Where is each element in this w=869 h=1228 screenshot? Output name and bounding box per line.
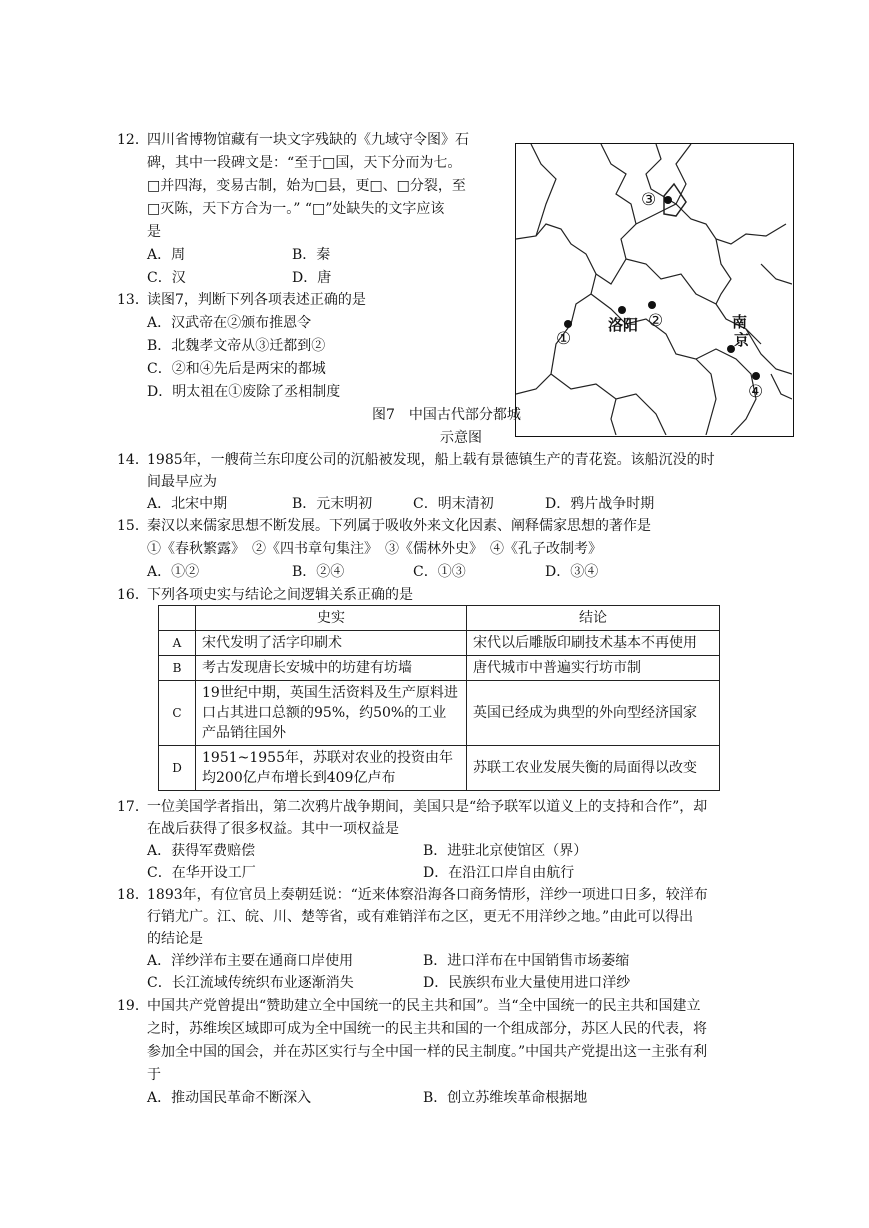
question-text-line: 1985年，一艘荷兰东印度公司的沉船被发现，船上载有景德镇生产的青花瓷。该船沉没的时	[147, 452, 715, 468]
question-text-line: □灭陈，天下方合为一。” “□”处缺失的文字应该	[147, 201, 445, 217]
row-conclusion: 唐代城市中普遍实行坊市制	[467, 656, 720, 681]
option-a[interactable]: A．推动国民革命不断深入	[147, 1090, 312, 1106]
map-label-jing: 京	[734, 331, 750, 349]
option-d[interactable]: D．鸦片战争时期	[545, 496, 655, 512]
question-text-line: 在战后获得了很多权益。其中一项权益是	[147, 821, 399, 837]
question-text-line: 1893年，有位官员上奏朝廷说：“近来体察沿海各口商务情形，洋纱一项进口日多，较洋布	[147, 887, 708, 903]
option-b[interactable]: B．创立苏维埃革命根据地	[423, 1090, 588, 1106]
figure-caption: 图7 中国古代部分都城	[372, 407, 521, 423]
question-text-line: 行销尤广。江、皖、川、楚等省，或有难销洋布之区，更无不用洋纱之地。”由此可以得出	[147, 909, 694, 925]
fact-conclusion-table	[158, 605, 720, 791]
map-drawing	[516, 144, 792, 435]
option-a[interactable]: A．汉武帝在②颁布推恩令	[147, 315, 312, 331]
question-number: 17．	[117, 799, 149, 815]
city-marker-3	[664, 196, 672, 204]
option-b[interactable]: B．进驻北京使馆区（界）	[423, 843, 588, 859]
option-b[interactable]: B．②④	[292, 564, 345, 580]
row-key: D	[159, 746, 196, 791]
map-label-2: ②	[648, 311, 664, 331]
table-row[interactable]	[159, 656, 720, 681]
row-conclusion: 英国已经成为典型的外向型经济国家	[467, 681, 720, 746]
question-text-line: 参加全中国的国会，并在苏区实行与全中国一样的民主制度。”中国共产党提出这一主张有利	[147, 1044, 708, 1060]
question-text-line: 于	[147, 1067, 161, 1083]
option-b[interactable]: B．元末明初	[292, 496, 373, 512]
question-text-line: 的结论是	[147, 931, 203, 947]
question-number: 14．	[117, 452, 149, 468]
city-marker-4	[752, 372, 760, 380]
question-text-line: 之时，苏维埃区域即可成为全中国统一的民主共和国的一个组成部分，苏区人民的代表，将	[147, 1021, 707, 1037]
city-marker-2	[648, 301, 656, 309]
question-items: ①《春秋繁露》 ②《四书章句集注》 ③《儒林外史》 ④《孔子改制考》	[147, 541, 602, 557]
option-c[interactable]: C．①③	[413, 564, 466, 580]
capital-map-figure	[515, 143, 794, 437]
question-text-line: 四川省博物馆藏有一块文字残缺的《九域守令图》石	[147, 132, 469, 148]
table-header-conclusion: 结论	[467, 606, 720, 631]
question-number: 18．	[117, 887, 149, 903]
option-c[interactable]: C．汉	[147, 270, 186, 286]
question-text-line: 一位美国学者指出，第二次鸦片战争期间，美国只是“给予联军以道义上的支持和合作”，却	[147, 799, 708, 815]
row-fact: 宋代发明了活字印刷术	[196, 631, 467, 656]
table-header-fact: 史实	[196, 606, 467, 631]
row-key: C	[159, 681, 196, 746]
table-row[interactable]	[159, 631, 720, 656]
table-row[interactable]	[159, 746, 720, 791]
option-a[interactable]: A．周	[147, 247, 186, 263]
question-number: 12．	[117, 132, 149, 148]
question-stem: 读图7，判断下列各项表述正确的是	[147, 292, 366, 308]
row-key: A	[159, 631, 196, 656]
question-stem: 秦汉以来儒家思想不断发展。下列属于吸收外来文化因素、阐释儒家思想的著作是	[147, 518, 651, 534]
row-fact: 1951~1955年，苏联对农业的投资由年均200亿卢布增长到409亿卢布	[196, 746, 467, 791]
map-label-3: ③	[641, 190, 657, 210]
map-label-nan: 南	[732, 313, 748, 331]
table-header-key	[159, 606, 196, 631]
map-label-4: ④	[748, 382, 764, 402]
question-text-line: 中国共产党曾提出“赞助建立全中国统一的民主共和国”。当“全中国统一的民主共和国建立	[147, 998, 701, 1014]
map-label-1: ①	[556, 329, 572, 349]
option-d[interactable]: D．明太祖在①废除了丞相制度	[147, 384, 341, 400]
city-marker-1	[564, 320, 572, 328]
option-a[interactable]: A．①②	[147, 564, 200, 580]
question-number: 13．	[117, 292, 149, 308]
option-d[interactable]: D．唐	[292, 270, 332, 286]
row-conclusion: 苏联工农业发展失衡的局面得以改变	[467, 746, 720, 791]
option-d[interactable]: D．③④	[545, 564, 599, 580]
row-conclusion: 宋代以后雕版印刷技术基本不再使用	[467, 631, 720, 656]
table-header-row	[159, 606, 720, 631]
question-number: 15．	[117, 518, 149, 534]
option-a[interactable]: A．北宋中期	[147, 496, 228, 512]
option-c[interactable]: C．在华开设工厂	[147, 865, 256, 881]
question-text-line: □并四海，变易古制，始为□县，更□、□分裂，至	[147, 178, 466, 194]
question-text-line: 是	[147, 224, 161, 240]
question-text-line: 碑，其中一段碑文是：“至于□国，天下分而为七。	[147, 155, 462, 171]
option-c[interactable]: C．②和④先后是两宋的都城	[147, 361, 326, 377]
option-a[interactable]: A．洋纱洋布主要在通商口岸使用	[147, 953, 354, 969]
city-marker-luoyang	[618, 306, 626, 314]
table-row[interactable]	[159, 681, 720, 746]
option-b[interactable]: B．进口洋布在中国销售市场萎缩	[423, 953, 630, 969]
question-text-line: 间最早应为	[147, 474, 217, 490]
option-b[interactable]: B．秦	[292, 247, 331, 263]
option-b[interactable]: B．北魏孝文帝从③迁都到②	[147, 338, 326, 354]
row-fact: 19世纪中期，英国生活资料及生产原料进口占其进口总额的95%，约50%的工业产品销往国外	[196, 681, 467, 746]
option-a[interactable]: A．获得军费赔偿	[147, 843, 256, 859]
figure-caption-line2: 示意图	[440, 430, 482, 446]
row-key: B	[159, 656, 196, 681]
option-c[interactable]: C．明末清初	[413, 496, 494, 512]
question-stem: 下列各项史实与结论之间逻辑关系正确的是	[147, 587, 413, 603]
question-number: 19．	[117, 998, 149, 1014]
map-label-luoyang: 洛阳	[608, 316, 639, 334]
row-fact: 考古发现唐长安城中的坊建有坊墙	[196, 656, 467, 681]
option-d[interactable]: D．民族织布业大量使用进口洋纱	[423, 975, 631, 991]
question-number: 16．	[117, 587, 149, 603]
option-c[interactable]: C．长江流域传统织布业逐渐消失	[147, 975, 354, 991]
option-d[interactable]: D．在沿江口岸自由航行	[423, 865, 575, 881]
